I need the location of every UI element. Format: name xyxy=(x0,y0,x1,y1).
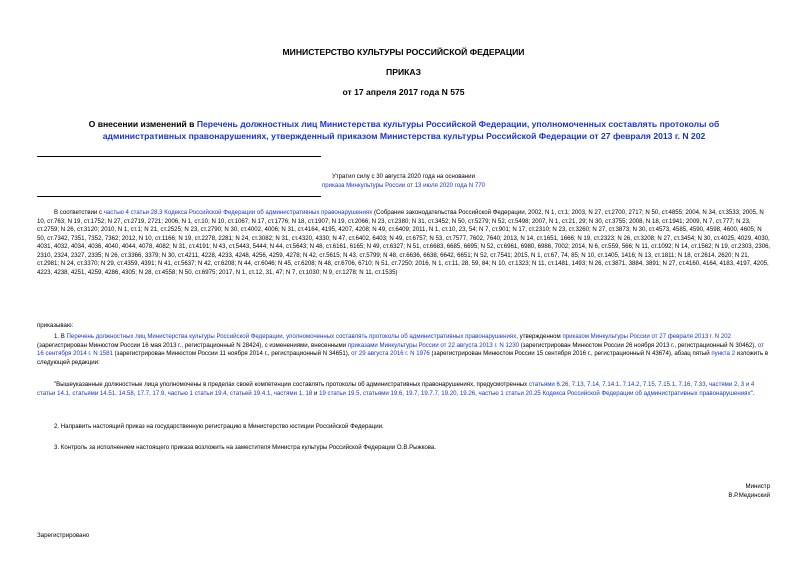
item1-point2-link[interactable]: пункта 2 xyxy=(711,350,735,358)
item1-order-202-link[interactable]: приказом Минкультуры России от 27 февраля 2013 г. N 202 xyxy=(562,333,732,340)
preamble-sources: (Собрание законодательства Российской Федерации, 2002, N 1, ст.1; 2003, N 27, ст.2700, 2717; N 50, ст.4855; 2004, N 34, ст.3533; 2005, N 10, ст.763; N 19, ст.1752; N 27, ст.2719, 2721; 2006, N 1, ст.10; N 10, ст.1067; N 17, ст.1776; N 18, ст.1907; N 19, ст.2066; N 23, ст.2380; N 31, ст.3452; N 50, ст.5279; N 52, ст.5498; 2007, N 1, ст.21, 29; N 30, ст.3755; 2008, N 18, ст.1941; 2009, N 7, ст.777; N 23, ст.2759; N 26, ст.3120; 2010, N 1, ст.1; N 21, ст.2525; N 23, ст.2790; N 30, ст.4002, 4006; N 31, ст.4164, 4195, 4207, 4208; N 49, ст.6409; 2011, N 1, ст.10, 23, 54; N 7, ст.901; N 17, ст.2310; N 23, ст.3260; N 27, ст.3873; N 30, ст.4573, 4585, 4590, 4598, 4600, 4605; N 50, ст.7342, 7351, 7352, 7362; 2012, N 10, ст.1166; N 19, ст.2278, 2281; N 24, ст.3082; N 31, ст.4320, 4330; N 47, ст.6402, 6403; N 49, ст.6757; N 53, ст.7577, 7602, 7640; 2013, N 14, ст.1651, 1666; N 19, ст.2323; N 26, ст.3208; N 27, ст.3454; N 30, ст.4025, 4029, 4030, 4031, 4032, 4034, 4036, 4040, 4044, 4078, 4082; N 31, ст.4191; N 43, ст.5443, 5444; N 44, ст.5643; N 48, ст.6161, 6165; N 49, ст.6327; N 51, ст.6683, 6685, 6695; N 52, ст.6961, 6980, 6986, 7002; 2014, N 6, ст.559, 566; N 11, ст.1092; N 14, ст.1562; N 19, ст.2303, 2306, 2310, 2324, 2327, 2335; N 26, ст.3366, 3379; N 30, ст.4211, 4228, 4233, 4248, 4256, 4259, 4278; N 42, ст.5615; N 43, ст.5799; N 48, ст.6636, 6638, 6642, 6651; N 52, ст.7541; 2015, N 1, ст.67, 74, 85; N 10, ст.1405, 1416; N 13, ст.1811; N 18, ст.2614, 2620; N 21, ст.2981; N 24, ст.3370; N 29, ст.4359, 4391; N 41, ст.5637; N 42, ст.6208; N 44, ст.6046; N 45, ст.6208; N 48, ст.6706, 6710; N 51, ст.7250; 2016, N 1, ст.11, 28, 59, 84; N 10, ст.1323; N 11, ст.1481, 1493; N 26, ст.3871, 3884, 3891; N 27, ст.4160, 4164, 4183, 4197, 4205, 4223, 4238, 4251, 4259, 4286, 4305; N 28, ст.4558; N 50, ст.6975; 2017, N 1, ст.12, 31, 47; N 7, ст.1030; N 9, ст.1278; N 11, ст.1535) xyxy=(37,209,771,276)
top-divider xyxy=(37,156,321,157)
item1-list-link[interactable]: Перечень должностных лиц Министерства культуры Российской Федерации, уполномоченных составлять протоколы об административных правонарушениях xyxy=(66,333,517,340)
signature-name: В.Р.Мединский xyxy=(728,492,770,499)
signature-position: Министр xyxy=(745,483,770,490)
document-title xyxy=(70,118,738,142)
quote-a: "Вышеуказанные должностные лица уполномочены в пределах своей компетенции составлять протоколы об административных правонарушениях, предусмотренных xyxy=(54,381,529,388)
item1-order-1230-link[interactable]: приказами Минкультуры России от 22 августа 2013 г. N 1230 xyxy=(347,341,520,349)
item1-c: (зарегистрирован Минюстом России 16 мая 2013 г., регистрационный N 28424), с изменениями, внесенными xyxy=(37,341,348,349)
quote-paragraph xyxy=(37,381,771,398)
preamble-intro: В соответствии с xyxy=(54,209,104,216)
status-line: Утратил силу с 30 августа 2020 года на основании xyxy=(332,173,475,180)
doc-type-heading: ПРИКАЗ xyxy=(386,67,421,77)
preamble-paragraph xyxy=(37,209,771,277)
item1-order-1581-link[interactable]: от 16 сентября 2014 г. N 1581 xyxy=(37,341,764,358)
quote-articles-link[interactable]: статьями 6.26, 7.13, 7.14, 7.14.1, 7.14.2, 7.15, 7.15.1, 7.16, 7.33, частями 2, 3 и 4 статьи 14.1, статьями 14.51, 14.58, 17.7, 17.9, частью 1 статьи 19.4, статьей 19.4.1, частями 1, 18 xyxy=(37,381,755,397)
quote-code-link[interactable]: 19 статьи 19.5, статьями 19.6, 19.7, 19.7.7, 19.20, 19.26, частью 1 статьи 20.25 Кодекса Российской Федерации об административных правонарушениях xyxy=(319,389,751,397)
preamble-code-link[interactable]: частью 4 статьи 28.3 Кодекса Российской Федерации об административных правонарушениях xyxy=(103,209,373,216)
ministry-heading: МИНИСТЕРСТВО КУЛЬТУРЫ РОССИЙСКОЙ ФЕДЕРАЦИИ xyxy=(282,47,525,57)
quote-b: и xyxy=(312,389,320,397)
status-repeal-link[interactable]: приказа Минкультуры России от 13 июля 2020 года N 770 xyxy=(321,182,485,189)
item-1-paragraph xyxy=(37,333,771,367)
item1-d: (зарегистрирован Минюстом России 26 ноября 2013 г., регистрационный N 30462), xyxy=(519,341,758,349)
title-link[interactable]: Перечень должностных лиц Министерства культуры Российской Федерации, уполномоченных составлять протоколы об административных правонарушениях, утвержденный приказом Министерства культуры Российской Федерации от 27 февраля 2013 г. N 202 xyxy=(102,119,720,141)
title-prefix: О внесении изменений в xyxy=(88,119,197,129)
item-3-paragraph: 3. Контроль за исполнением настоящего приказа возложить на заместителя Министра культуры Российской Федерации О.В.Рыжкова. xyxy=(54,444,436,451)
item1-b: , утвержденном xyxy=(516,333,563,340)
quote-c: ". xyxy=(750,389,755,397)
order-word: приказываю: xyxy=(37,322,74,329)
item1-f: (зарегистрирован Минюстом России 15 сентября 2016 г., регистрационный N 43674), абзац пятый xyxy=(429,350,712,358)
item1-g: изложить в следующей редакции: xyxy=(37,350,769,366)
date-number-heading: от 17 апреля 2017 года N 575 xyxy=(342,87,465,97)
item1-order-1976-link[interactable]: от 29 августа 2016 г. N 1976 xyxy=(351,350,430,358)
item1-e: (зарегистрирован Минюстом России 11 ноября 2014 г., регистрационный N 34651), xyxy=(112,350,352,358)
item-2-paragraph: 2. Направить настоящий приказ на государственную регистрацию в Министерство юстиции Российской Федерации. xyxy=(54,423,384,430)
bottom-divider xyxy=(37,196,321,197)
item1-a: 1. В xyxy=(54,333,67,340)
registration-note: Зарегистрировано xyxy=(37,532,90,539)
